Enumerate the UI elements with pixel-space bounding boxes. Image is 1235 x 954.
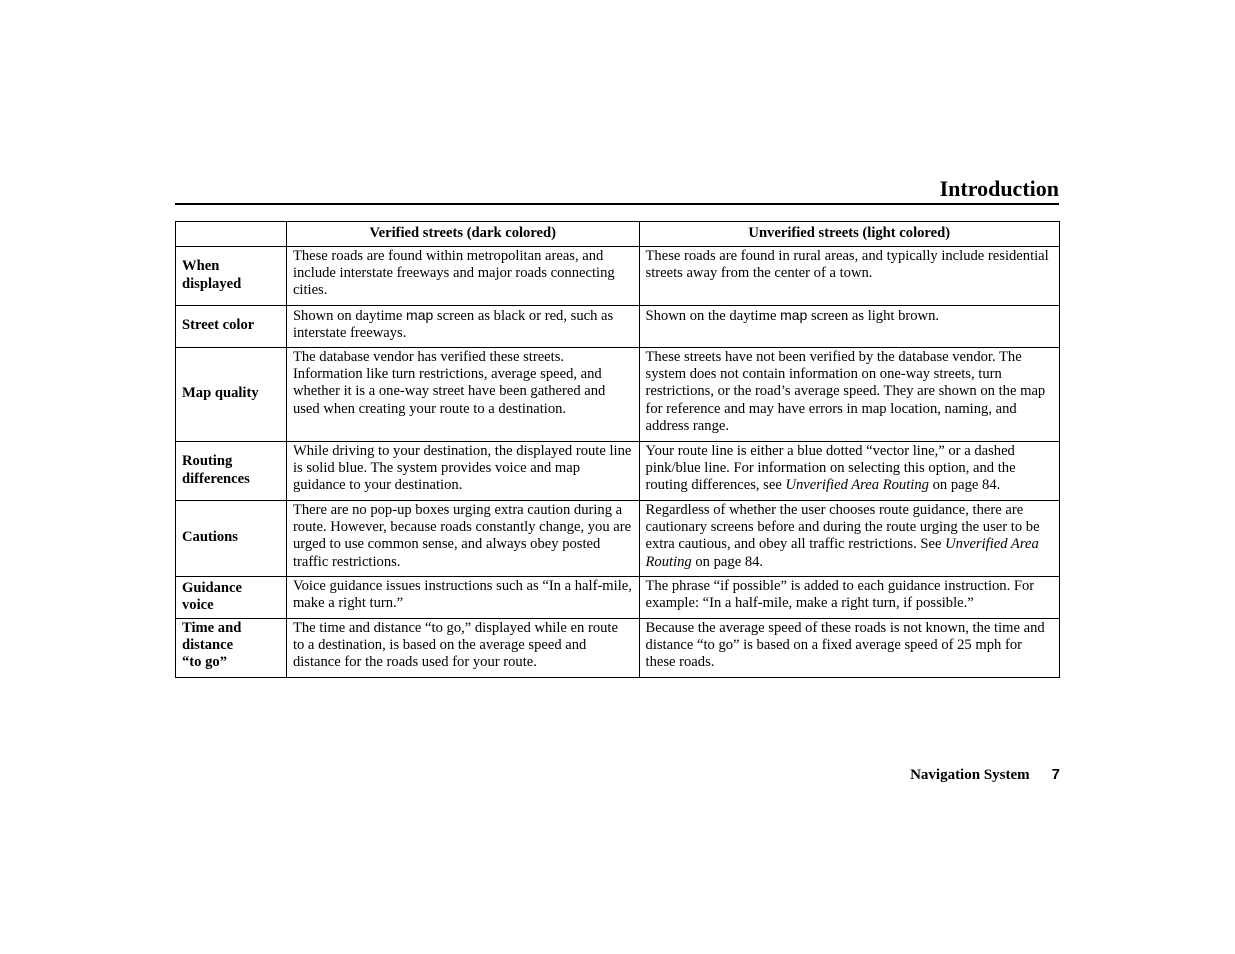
verified-cell: The time and distance “to go,” displayed while en route to a destination, is based on the average speed and distance for the roads used for your route.: [286, 619, 639, 678]
column-header-unverified: Unverified streets (light colored): [639, 222, 1059, 247]
row-label: [176, 619, 287, 678]
verified-cell: Voice guidance issues instructions such as “In a half-mile, make a right turn.”: [286, 577, 639, 619]
page-footer: [0, 766, 1060, 784]
footer-section-title: Navigation System: [910, 767, 1030, 783]
table-row: [176, 501, 1060, 577]
row-label-line: When: [182, 258, 220, 275]
cell-text: screen as light brown.: [807, 308, 940, 324]
row-label: [176, 577, 287, 619]
row-label-line: displayed: [182, 275, 242, 292]
unverified-cell: The phrase “if possible” is added to each guidance instruction. For example: “In a half-mile, make a right turn, if possible.”: [639, 577, 1059, 619]
verified-cell: While driving to your destination, the displayed route line is solid blue. The system provides voice and map guidance to your destination.: [286, 442, 639, 501]
row-label-line: Street color: [182, 317, 255, 334]
verified-cell: These roads are found within metropolitan areas, and include interstate freeways and major roads connecting cities.: [286, 247, 639, 306]
verified-cell: The database vendor has verified these streets. Information like turn restrictions, average speed, and whether it is a one-way street have been gathered and used when creating your route to a destination.: [286, 348, 639, 442]
map-screen-term: map: [406, 307, 434, 323]
unverified-cell: [639, 442, 1059, 501]
page-title: Introduction: [939, 176, 1059, 201]
row-label-line: Time and: [182, 620, 242, 636]
unverified-cell: These streets have not been verified by the database vendor. The system does not contain information on one-way streets, turn restrictions, or the road’s average speed. They are shown on the map for reference and may have errors in map location, naming, and address range.: [639, 348, 1059, 442]
table-row: [176, 442, 1060, 501]
street-comparison-table: [175, 221, 1060, 678]
map-screen-term: map: [780, 307, 808, 323]
cell-text: on page 84.: [928, 477, 1001, 494]
cell-text: on page 84.: [691, 553, 764, 570]
row-label-line: Cautions: [182, 529, 238, 546]
cell-text: Your route line is either a blue dotted “vector line,” or a dashed pink/blue line. For information on selecting this option, and the routing differences, see: [645, 443, 1016, 494]
row-label: [176, 348, 287, 442]
verified-cell: [286, 306, 639, 348]
row-label: [176, 501, 287, 577]
row-label-line: Map quality: [182, 385, 259, 402]
row-label: [176, 247, 287, 306]
cell-text: Shown on the daytime: [645, 308, 781, 324]
unverified-cell: Because the average speed of these roads is not known, the time and distance “to go” is based on a fixed average speed of 25 mph for these roads.: [639, 619, 1059, 678]
unverified-cell: These roads are found in rural areas, and typically include residential streets away from the center of a town.: [639, 247, 1059, 306]
table-row: [176, 247, 1060, 306]
unverified-cell: [639, 306, 1059, 348]
cell-text: screen as black or red, such as interstate freeways.: [292, 308, 614, 342]
unverified-cell: [639, 501, 1059, 577]
row-label-line: distance: [182, 637, 234, 654]
column-header-verified: Verified streets (dark colored): [286, 222, 639, 247]
row-label-line: Guidance: [182, 579, 243, 596]
cross-reference: Unverified Area Routing: [645, 536, 1039, 570]
row-label-line: Routing: [182, 453, 233, 470]
column-header-empty: [176, 222, 287, 247]
table-row: [176, 577, 1060, 619]
page-number: 7: [1051, 766, 1060, 783]
table-row: [176, 619, 1060, 678]
verified-cell: There are no pop-up boxes urging extra caution during a route. However, because roads constantly change, you are urged to use common sense, and always obey posted traffic restrictions.: [286, 501, 639, 577]
row-label-line: voice: [182, 597, 214, 613]
page-header: [175, 168, 1059, 205]
row-label: [176, 306, 287, 348]
table-row: [176, 348, 1060, 442]
cell-text: Regardless of whether the user chooses route guidance, there are cautionary screens before and during the route urging the user to be extra cautious, and obey all traffic restrictions. See: [645, 502, 1040, 553]
row-label: [176, 442, 287, 501]
table-row: [176, 306, 1060, 348]
table-header-row: [176, 222, 1060, 247]
row-label-line: “to go”: [182, 654, 227, 671]
cross-reference: Unverified Area Routing: [785, 477, 929, 494]
cell-text: Shown on daytime: [292, 308, 407, 324]
row-label-line: differences: [182, 470, 250, 487]
